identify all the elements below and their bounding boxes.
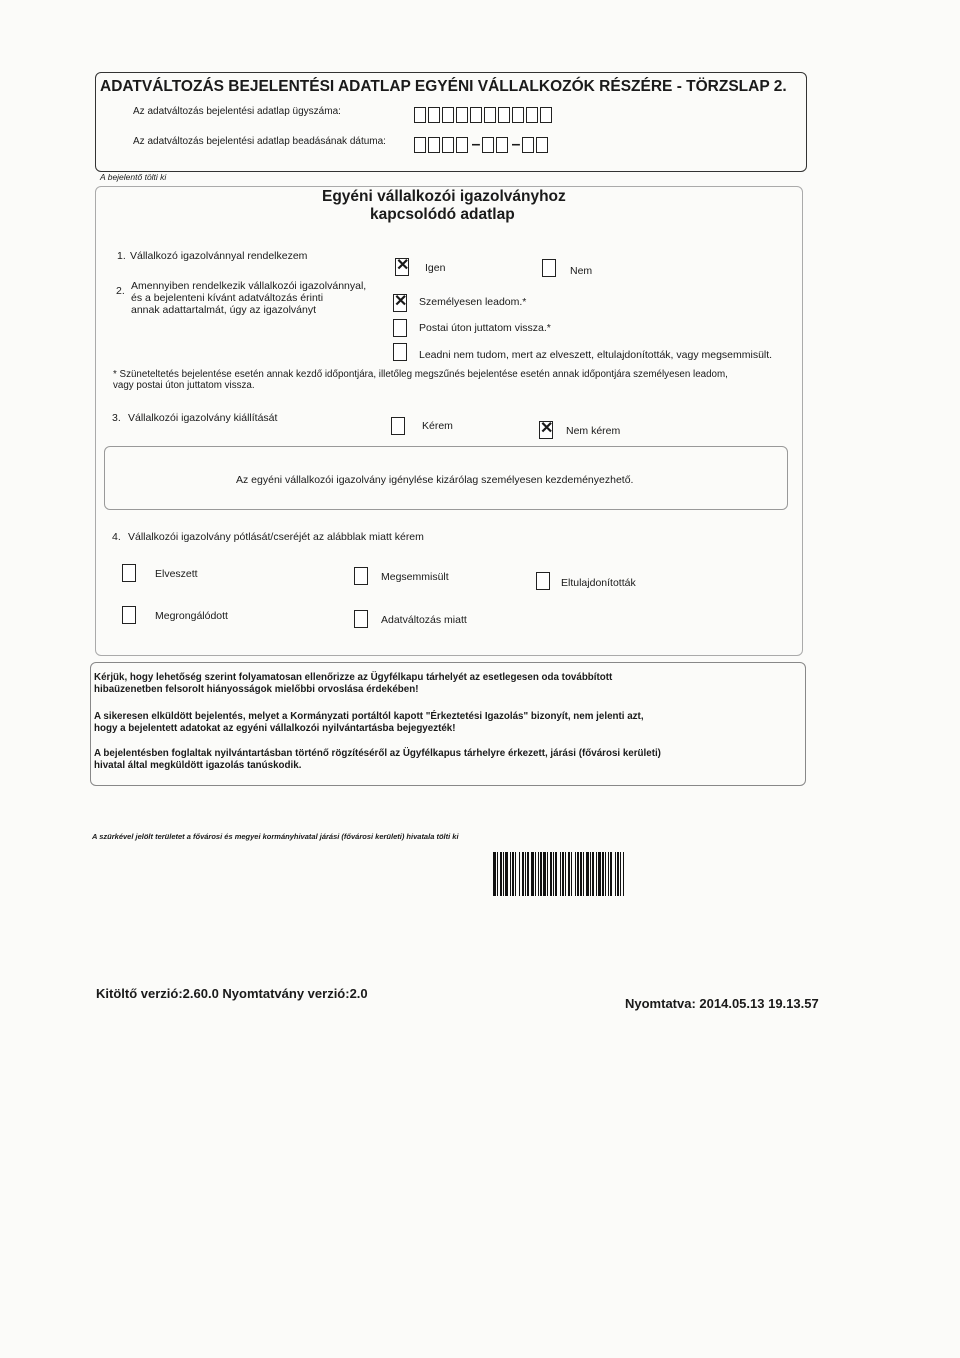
section-title-line2: kapcsolódó adatlap	[370, 206, 515, 223]
q3-decline-label: Nem kérem	[566, 425, 621, 437]
info-p2-line2: hogy a bejelentett adatokat az egyéni vállalkozói nyilvántartásba bejegyezték!	[94, 723, 456, 734]
q4-datachange-label: Adatváltozás miatt	[381, 614, 467, 626]
section-title-line1: Egyéni vállalkozói igazolványhoz	[322, 188, 566, 205]
info-p3-line2: hivatal által megküldött igazolás tanúskodik.	[94, 760, 302, 771]
q2-postal-checkbox[interactable]	[393, 319, 407, 337]
q4-damaged-checkbox[interactable]	[122, 606, 136, 624]
q2-number: 2.	[116, 285, 125, 297]
case-number-label: Az adatváltozás bejelentési adatlap ügyszáma:	[133, 106, 341, 117]
q4-lost-checkbox[interactable]	[122, 564, 136, 582]
info-p1-line1: Kérjük, hogy lehetőség szerint folyamatosan ellenőrizze az Ügyfélkapu tárhelyét az esetlegesen oda továbbított	[94, 672, 613, 683]
notice-text: Az egyéni vállalkozói igazolvány igénylése kizárólag személyesen kezdeményezhető.	[236, 474, 634, 486]
q4-stolen-checkbox[interactable]	[536, 572, 550, 590]
q1-yes-checkbox[interactable]: ✕	[396, 257, 410, 274]
q2-text-line2: és a bejelenteni kívánt adatváltozás érinti	[131, 292, 324, 304]
q4-destroyed-label: Megsemmisült	[381, 571, 449, 583]
q3-request-label: Kérem	[422, 420, 453, 432]
q1-no-checkbox[interactable]	[542, 259, 556, 277]
q1-yes-label: Igen	[425, 262, 446, 274]
footnote-line2: vagy postai úton juttatom vissza.	[113, 380, 255, 391]
q4-number: 4.	[112, 531, 121, 543]
q3-number: 3.	[112, 412, 121, 424]
q1-number: 1.	[117, 250, 126, 262]
q1-no-label: Nem	[570, 265, 593, 277]
office-note: A szürkével jelölt területet a fővárosi és megyei kormányhivatal járási (fővárosi kerületi) hivatala tölti ki	[92, 832, 459, 841]
submit-date-label: Az adatváltozás bejelentési adatlap beadásának dátuma:	[133, 136, 386, 147]
q2-personal-label: Személyesen leadom.*	[419, 296, 527, 308]
q2-text-line1: Amennyiben rendelkezik vállalkozói igazolvánnyal,	[131, 280, 367, 292]
q2-lost-label: Leadni nem tudom, mert az elveszett, eltulajdonították, vagy megsemmisült.	[419, 349, 773, 361]
info-p3-line1: A bejelentésben foglaltak nyilvántartásban történő rögzítéséről az Ügyfélkapus tárhelyre érkezett, járási (fővárosi kerületi)	[94, 748, 661, 759]
q2-personal-checkbox[interactable]: ✕	[394, 293, 408, 310]
case-number-field[interactable]	[414, 106, 554, 124]
info-p2-line1: A sikeresen elküldött bejelentés, melyet a Kormányzati portáltól kapott "Érkeztetési Igazolás" bizonyít, nem jelenti azt,	[94, 711, 644, 722]
q3-text: Vállalkozói igazolvány kiállítását	[128, 412, 278, 424]
q2-lost-checkbox[interactable]	[393, 343, 407, 361]
form-title: ADATVÁLTOZÁS BEJELENTÉSI ADATLAP EGYÉNI VÁLLALKOZÓK RÉSZÉRE - TÖRZSLAP 2.	[100, 78, 787, 95]
q4-datachange-checkbox[interactable]	[354, 610, 368, 628]
q3-decline-checkbox[interactable]: ✕	[540, 420, 554, 437]
reporter-note: A bejelentő tölti ki	[100, 172, 167, 182]
q1-text: Vállalkozó igazolvánnyal rendelkezem	[130, 250, 308, 262]
q3-request-checkbox[interactable]	[391, 417, 405, 435]
info-p1-line2: hibaüzenetben felsorolt hiányosságok mielőbbi orvoslása érdekében!	[94, 684, 419, 695]
q4-text: Vállalkozói igazolvány pótlását/cseréjét az alábblak miatt kérem	[128, 531, 424, 543]
q4-lost-label: Elveszett	[155, 568, 198, 580]
footer-printed: Nyomtatva: 2014.05.13 19.13.57	[625, 996, 819, 1011]
q4-damaged-label: Megrongálódott	[155, 610, 228, 622]
q4-stolen-label: Eltulajdonították	[561, 577, 636, 589]
footer-version: Kitöltő verzió:2.60.0 Nyomtatvány verzió:2.0	[96, 986, 368, 1001]
barcode-image	[493, 852, 733, 896]
q4-destroyed-checkbox[interactable]	[354, 567, 368, 585]
q2-text-line3: annak adattartalmát, úgy az igazolványt	[131, 304, 317, 316]
footnote-line1: * Szüneteltetés bejelentése esetén annak kezdő időpontjára, illetőleg megszűnés bejelentése esetén annak időpontjára személyesen leadom,	[113, 369, 728, 380]
q2-postal-label: Postai úton juttatom vissza.*	[419, 322, 551, 334]
submit-date-field[interactable]: – –	[414, 136, 550, 154]
